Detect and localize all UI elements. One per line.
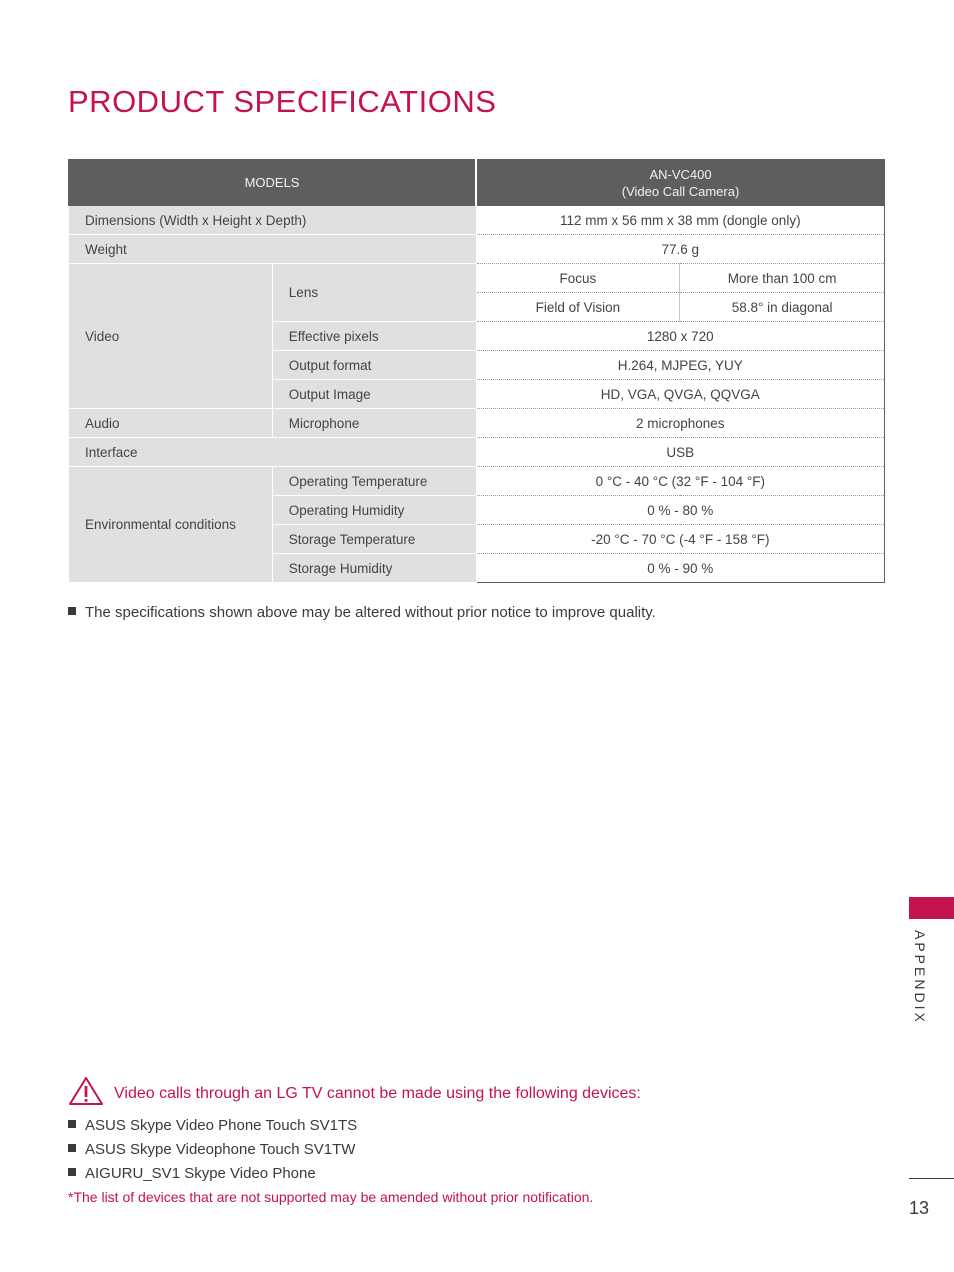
spec-note-text: The specifications shown above may be altered without prior notice to improve quality. bbox=[85, 604, 656, 621]
table-row bbox=[69, 467, 885, 496]
page-number: 13 bbox=[909, 1198, 930, 1218]
video-label: Video bbox=[69, 264, 273, 409]
device-name: AIGURU_SV1 Skype Video Phone bbox=[85, 1165, 316, 1182]
env-row-label: Storage Humidity bbox=[272, 554, 476, 583]
fov-value: 58.8° in diagonal bbox=[680, 293, 885, 322]
list-item bbox=[68, 1138, 357, 1162]
device-name: ASUS Skype Videophone Touch SV1TW bbox=[85, 1141, 356, 1158]
warning-title: Video calls through an LG TV cannot be made using the following devices: bbox=[114, 1084, 641, 1102]
output-image-label: Output Image bbox=[272, 380, 476, 409]
environmental-label: Environmental conditions bbox=[69, 467, 273, 583]
env-row-label: Storage Temperature bbox=[272, 525, 476, 554]
section-label: APPENDIX bbox=[912, 930, 928, 1025]
interface-value: USB bbox=[476, 438, 884, 467]
bullet-icon bbox=[68, 1144, 76, 1152]
focus-label: Focus bbox=[476, 264, 680, 293]
bullet-icon bbox=[68, 1120, 76, 1128]
header-model-name: AN-VC400 bbox=[649, 166, 712, 182]
dimensions-label: Dimensions (Width x Height x Depth) bbox=[69, 206, 477, 235]
table-row bbox=[69, 409, 885, 438]
page-number-divider bbox=[909, 1178, 954, 1179]
warning-triangle-icon bbox=[68, 1076, 104, 1111]
env-row-value: 0 °C - 40 °C (32 °F - 104 °F) bbox=[476, 467, 884, 496]
table-row bbox=[69, 206, 885, 235]
env-row-label: Operating Temperature bbox=[272, 467, 476, 496]
lens-label: Lens bbox=[272, 264, 476, 322]
interface-label: Interface bbox=[69, 438, 477, 467]
section-tab-marker bbox=[909, 897, 954, 919]
env-row-label: Operating Humidity bbox=[272, 496, 476, 525]
warning-heading bbox=[68, 1076, 641, 1111]
list-item bbox=[68, 1114, 357, 1138]
table-row bbox=[69, 438, 885, 467]
bullet-icon bbox=[68, 607, 76, 615]
output-format-label: Output format bbox=[272, 351, 476, 380]
dimensions-value: 112 mm x 56 mm x 38 mm (dongle only) bbox=[476, 206, 884, 235]
header-models: MODELS bbox=[69, 160, 477, 206]
spec-note bbox=[68, 604, 656, 621]
footnote: *The list of devices that are not supported may be amended without prior notification. bbox=[68, 1189, 594, 1205]
device-name: ASUS Skype Video Phone Touch SV1TS bbox=[85, 1117, 358, 1134]
fov-label: Field of Vision bbox=[476, 293, 680, 322]
page-title: PRODUCT SPECIFICATIONS bbox=[68, 84, 497, 119]
table-header-row bbox=[69, 160, 885, 206]
microphone-label: Microphone bbox=[272, 409, 476, 438]
focus-value: More than 100 cm bbox=[680, 264, 885, 293]
env-row-value: 0 % - 90 % bbox=[476, 554, 884, 583]
list-item bbox=[68, 1162, 357, 1186]
env-row-value: -20 °C - 70 °C (-4 °F - 158 °F) bbox=[476, 525, 884, 554]
table-row bbox=[69, 264, 885, 293]
weight-label: Weight bbox=[69, 235, 477, 264]
effective-pixels-label: Effective pixels bbox=[272, 322, 476, 351]
output-image-value: HD, VGA, QVGA, QQVGA bbox=[476, 380, 884, 409]
bullet-icon bbox=[68, 1168, 76, 1176]
microphone-value: 2 microphones bbox=[476, 409, 884, 438]
weight-value: 77.6 g bbox=[476, 235, 884, 264]
spec-table bbox=[68, 159, 885, 583]
table-row bbox=[69, 235, 885, 264]
header-model-desc: (Video Call Camera) bbox=[621, 183, 740, 199]
output-format-value: H.264, MJPEG, YUY bbox=[476, 351, 884, 380]
device-list bbox=[68, 1114, 357, 1186]
audio-label: Audio bbox=[69, 409, 273, 438]
env-row-value: 0 % - 80 % bbox=[476, 496, 884, 525]
header-model bbox=[476, 160, 884, 206]
effective-pixels-value: 1280 x 720 bbox=[476, 322, 884, 351]
